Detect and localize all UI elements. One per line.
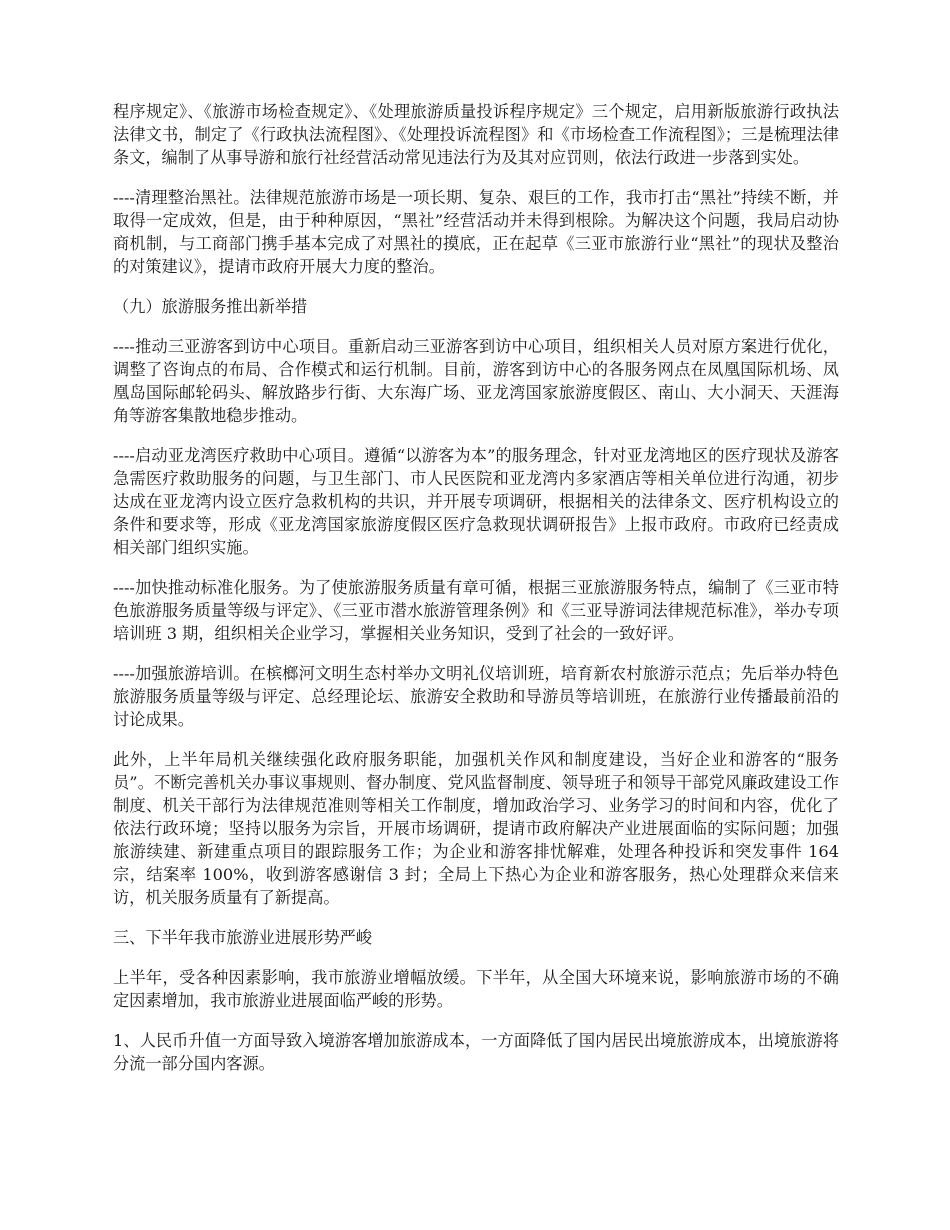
paragraph-visitor-center: ----推动三亚游客到访中心项目。重新启动三亚游客到访中心项目，组织相关人员对原方案进行优化，调整了咨询点的布局、合作模式和运行机制。目前，游客到访中心的各服务网点在凤凰国际机场、凤凰岛国际邮轮码头、解放路步行街、大东海广场、亚龙湾国家旅游度假区、南山、大小洞天、天涯海角等游客集散地稳步推动。	[113, 337, 839, 425]
paragraph-government-service: 此外，上半年局机关继续强化政府服务职能，加强机关作风和制度建设，当好企业和游客的“服务员”。不断完善机关办事议事规则、督办制度、党风监督制度、领导班子和领导干部党风廉政建设工作制度、机关干部行为法律规范准则等相关工作制度，增加政治学习、业务学习的时间和内容，优化了依法行政环境；坚持以服务为宗旨，开展市场调研，提请市政府解决产业进展面临的实际问题；加强旅游续建、新建重点项目的跟踪服务工作；为企业和游客排忧解难，处理各种投诉和突发事件 164 宗，结案率 100%，收到游客感谢信 3 封；全局上下热心为企业和游客服务，热心处理群众来信来访，机关服务质量有了新提高。	[113, 750, 839, 907]
paragraph-first-half-summary: 上半年，受各种因素影响，我市旅游业增幅放缓。下半年，从全国大环境来说，影响旅游市场的不确定因素增加，我市旅游业进展面临严峻的形势。	[113, 968, 839, 1010]
paragraph-medical-center: ----启动亚龙湾医疗救助中心项目。遵循“以游客为本”的服务理念，针对亚龙湾地区的医疗现状及游客急需医疗救助服务的问题，与卫生部门、市人民医院和亚龙湾内多家酒店等相关单位进行沟通，初步达成在亚龙湾内设立医疗急救机构的共识，并开展专项调研，根据相关的法律条文、医疗机构设立的条件和要求等，形成《亚龙湾国家旅游度假区医疗急救现状调研报告》上报市政府。市政府已经责成相关部门组织实施。	[113, 446, 839, 557]
paragraph-training: ----加强旅游培训。在槟榔河文明生态村举办文明礼仪培训班，培育新农村旅游示范点；先后举办特色旅游服务质量等级与评定、总经理论坛、旅游安全救助和导游员等培训班，在旅游行业传播最前沿的讨论成果。	[113, 664, 839, 729]
paragraph-rmb-appreciation: 1、人民币升值一方面导致入境游客增加旅游成本，一方面降低了国内居民出境旅游成本，出境旅游将分流一部分国内客源。	[113, 1031, 839, 1073]
section-heading-outlook: 三、下半年我市旅游业进展形势严峻	[113, 928, 372, 947]
paragraph-standardization: ----加快推动标准化服务。为了使旅游服务质量有章可循，根据三亚旅游服务特点，编制了《三亚市特色旅游服务质量等级与评定》、《三亚市潜水旅游管理条例》和《三亚导游词法律规范标准》，举办专项培训班 3 期，组织相关企业学习，掌握相关业务知识，受到了社会的一致好评。	[113, 578, 839, 643]
section-heading-service: （九）旅游服务推出新举措	[113, 297, 308, 316]
paragraph-procedures: 程序规定》、《旅游市场检查规定》、《处理旅游质量投诉程序规定》三个规定，启用新版旅游行政执法法律文书，制定了《行政执法流程图》、《处理投诉流程图》和《市场检查工作流程图》；三是梳理法律条文，编制了从事导游和旅行社经营活动常见违法行为及其对应罚则，依法行政进一步落到实处。	[113, 102, 839, 167]
paragraph-black-agencies: ----清理整治黑社。法律规范旅游市场是一项长期、复杂、艰巨的工作，我市打击“黑社”持续不断，并取得一定成效，但是，由于种种原因，“黑社”经营活动并未得到根除。为解决这个问题，我局启动协商机制，与工商部门携手基本完成了对黑社的摸底，正在起草《三亚市旅游行业“黑社”的现状及整治的对策建议》，提请市政府开展大力度的整治。	[113, 188, 839, 276]
